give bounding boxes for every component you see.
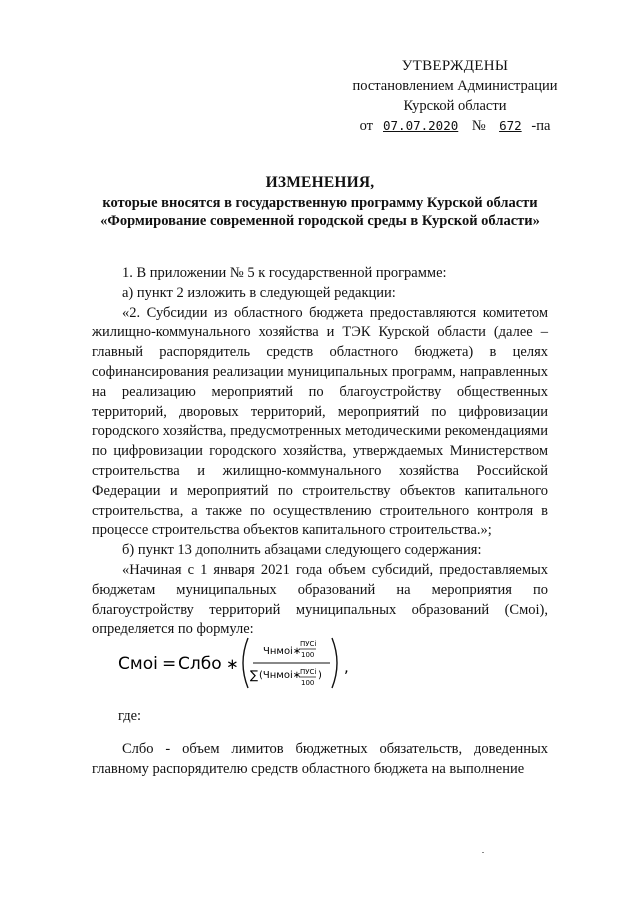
scan-mark xyxy=(482,852,484,853)
paragraph-1: 1. В приложении № 5 к государственной программе: xyxy=(122,265,447,281)
formula-lhs: Смоi xyxy=(118,654,158,674)
denominator-frac-bottom: 100 xyxy=(301,679,315,687)
numerator-term: Чнмоi∗ xyxy=(263,646,302,657)
approval-date-line xyxy=(330,116,580,136)
program-name: «Формирование современной городской среды в Курской области» xyxy=(100,213,540,229)
denominator-close: ) xyxy=(318,670,322,681)
approval-heading: УТВЕРЖДЕНЫ xyxy=(401,58,509,74)
main-text xyxy=(92,264,548,640)
document-subtitle: которые вносятся в государственную программу Курской области xyxy=(102,195,538,211)
denominator-term: (Чнмоi∗ xyxy=(259,670,302,681)
formula-times: ∗ xyxy=(226,655,239,673)
where-label: где: xyxy=(118,708,142,724)
approval-issuer: постановлением Администрации xyxy=(352,78,558,94)
definition-text xyxy=(92,740,548,780)
paragraph-3: «2. Субсидии из областного бюджета предоставляются комитетом жилищно-коммунального хозяйства и ТЭК Курской области (далее – главный распорядитель средств областного бюджета) в целях софинансирования реализации муниципальных программ, направленных на реализацию мероприятий по благоустройству общественных территорий, дворовых территорий, мероприятий по цифровизации городского хозяйства, предусмотренных методическими рекомендациями по цифровизации городского хозяйства, утверждаемых Министерством строительства и жилищно-коммунального хозяйства Российской Федерации и мероприятий по строительству объектов капитального строительства, а также по осуществлению строительного контроля в процессе строительства объектов капитального строительства.»; xyxy=(92,304,548,539)
paragraph-6: Слбо - объем лимитов бюджетных обязательств, доведенных главному распорядителю средств областного бюджета на выполнение xyxy=(92,741,548,777)
denominator-frac-top: ПУСi xyxy=(300,668,317,676)
approval-region: Курской области xyxy=(403,98,507,114)
numerator-frac-bottom: 100 xyxy=(301,651,315,659)
approval-date: 07.07.2020 xyxy=(383,118,459,133)
paragraph-5: «Начиная с 1 января 2021 года объем субсидий, предоставляемых бюджетам муниципальных образований на мероприятия по благоустройству территорий муниципальных образований (Смоi), определяется по формуле: xyxy=(92,561,548,638)
number-suffix: -па xyxy=(531,118,551,134)
number-sign: № xyxy=(471,118,486,134)
formula-equals: = xyxy=(162,654,177,674)
formula-comma: , xyxy=(344,658,349,676)
subsidy-formula xyxy=(118,632,358,692)
document-title: ИЗМЕНЕНИЯ, xyxy=(265,174,375,191)
formula-slbo: Слбо xyxy=(178,654,222,674)
approval-number: 672 xyxy=(499,118,522,133)
numerator-frac-top: ПУСi xyxy=(300,640,317,648)
date-prefix: от xyxy=(359,118,374,134)
paragraph-4: б) пункт 13 дополнить абзацами следующего содержания: xyxy=(122,542,482,559)
paragraph-2: а) пункт 2 изложить в следующей редакции: xyxy=(122,284,396,301)
left-paren xyxy=(243,638,248,688)
approval-stamp xyxy=(330,56,580,136)
right-paren xyxy=(332,638,337,688)
sum-symbol: ∑ xyxy=(250,668,259,682)
